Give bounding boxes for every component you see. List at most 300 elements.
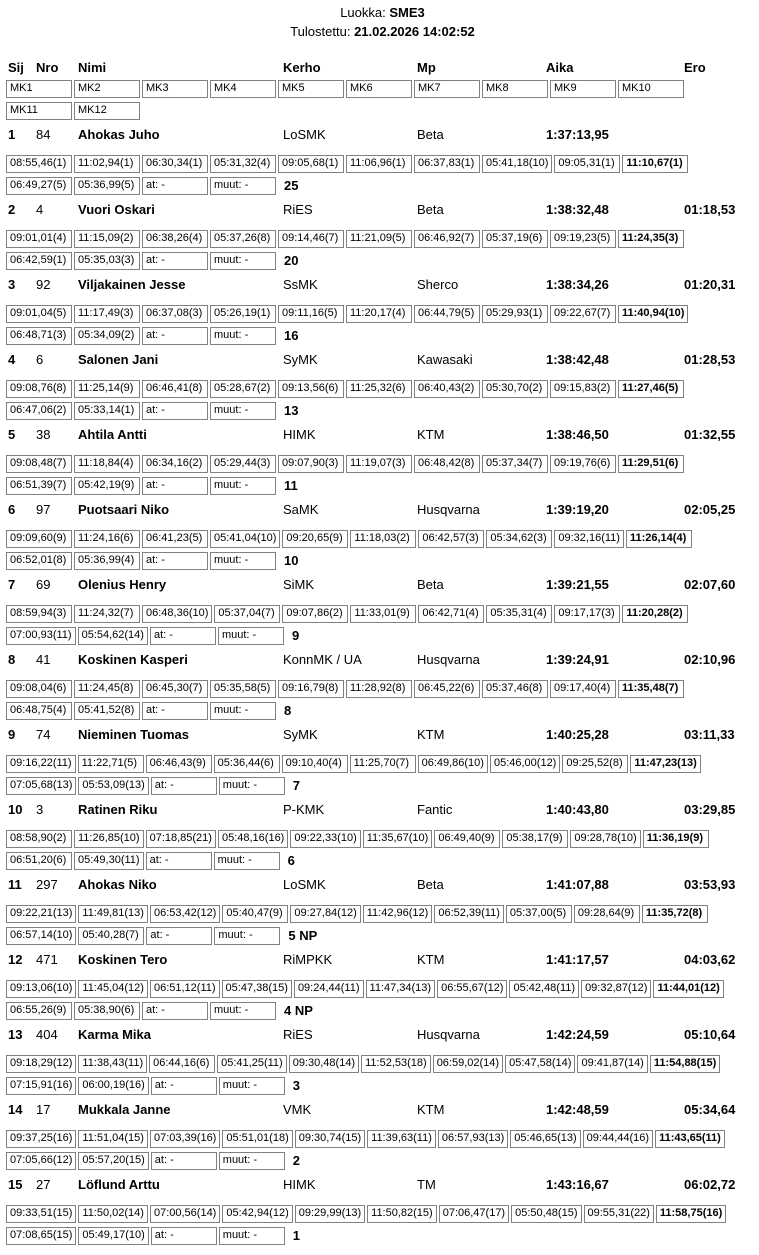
mk-time-box: 09:24,44(11) [294, 980, 364, 998]
rider-total-time: 1:38:46,50 [546, 427, 609, 442]
mk-time-box: 11:51,04(15) [78, 1130, 148, 1148]
rider-mk-times-row2 [6, 777, 759, 795]
muut-box: muut: - [210, 402, 276, 420]
rider-total-time: 1:38:32,48 [546, 202, 609, 217]
mk-time-box: 06:57,14(10) [6, 927, 76, 945]
mk-time-box: 11:15,09(2) [74, 230, 140, 248]
mk-header-box: MK4 [210, 80, 276, 98]
rider-mk-times-row1 [6, 1205, 759, 1223]
mk-time-box: 11:19,07(3) [346, 455, 412, 473]
rider-total-time: 1:39:21,55 [546, 577, 609, 592]
mk-time-box: 11:49,81(13) [78, 905, 148, 923]
rider-time-diff: 03:53,93 [684, 877, 736, 892]
rider-mk-times-row1 [6, 380, 759, 398]
mk-time-box: 07:05,66(12) [6, 1152, 76, 1170]
rider-bike-brand: Fantic [417, 802, 453, 817]
mk-time-box: 06:42,59(1) [6, 252, 72, 270]
rider-time-diff: 02:10,96 [684, 652, 736, 667]
mk-time-box: 11:43,65(11) [655, 1130, 725, 1148]
mk-header-box: MK10 [618, 80, 684, 98]
rider-mk-times-row2 [6, 552, 759, 570]
mk-time-box: 05:34,62(3) [486, 530, 552, 548]
rider-points: 7 [292, 778, 301, 793]
rider-time-diff: 04:03,62 [684, 952, 736, 967]
mk-time-box: 11:42,96(12) [363, 905, 433, 923]
rider-number: 297 [36, 877, 58, 892]
mk-header-box: MK6 [346, 80, 412, 98]
rider-block [6, 795, 759, 870]
rider-header-row [6, 877, 759, 893]
mk-time-box: 05:28,67(2) [210, 380, 276, 398]
rider-time-diff: 01:32,55 [684, 427, 736, 442]
mk-time-box: 06:44,16(6) [149, 1055, 215, 1073]
mk-time-box: 11:47,34(13) [366, 980, 436, 998]
mk-time-box: 11:24,35(3) [618, 230, 684, 248]
rider-mk-times-row1 [6, 1055, 759, 1073]
mk-time-box: 11:18,03(2) [350, 530, 416, 548]
rider-header-row [6, 652, 759, 668]
rider-name: Viljakainen Jesse [78, 277, 186, 292]
mk-time-box: 06:46,92(7) [414, 230, 480, 248]
rider-total-time: 1:40:25,28 [546, 727, 609, 742]
rider-mk-times-row2 [6, 852, 759, 870]
rider-time-diff: 02:05,25 [684, 502, 736, 517]
mk-time-box: 11:18,84(4) [74, 455, 140, 473]
mk-time-box: 09:01,01(4) [6, 230, 72, 248]
rider-points: 3 [292, 1078, 301, 1093]
mk-time-box: 09:01,04(5) [6, 305, 72, 323]
mk-time-box: 09:55,31(22) [584, 1205, 654, 1223]
rider-time-diff: 05:34,64 [684, 1102, 736, 1117]
rider-mk-times-row2 [6, 927, 759, 945]
rider-number: 69 [36, 577, 51, 592]
mk-header-box: MK3 [142, 80, 208, 98]
mk-time-box: 05:42,94(12) [222, 1205, 292, 1223]
rider-position: 8 [8, 652, 16, 667]
mk-time-box: 11:25,70(7) [350, 755, 416, 773]
mk-time-box: 05:38,17(9) [502, 830, 568, 848]
mk-time-box: 06:37,08(3) [142, 305, 208, 323]
rider-points: 4 NP [284, 1003, 313, 1018]
rider-name: Koskinen Kasperi [78, 652, 188, 667]
column-header-sij: Sij [8, 60, 24, 75]
mk-time-box: 08:55,46(1) [6, 155, 72, 173]
rider-block [6, 270, 759, 345]
mk-time-box: 09:08,48(7) [6, 455, 72, 473]
mk-time-box: 05:34,09(2) [74, 327, 140, 345]
mk-time-box: 11:35,72(8) [642, 905, 708, 923]
mk-time-box: 06:48,42(8) [414, 455, 480, 473]
rider-points: 5 NP [288, 928, 318, 943]
column-header-mp: Mp [417, 60, 436, 75]
mk-time-box: 06:37,83(1) [414, 155, 480, 173]
mk-header-box: MK1 [6, 80, 72, 98]
mk-time-box: 09:22,67(7) [550, 305, 616, 323]
mk-time-box: 07:06,47(17) [439, 1205, 509, 1223]
mk-time-box: 06:41,23(5) [142, 530, 208, 548]
mk-time-box: 06:51,39(7) [6, 477, 72, 495]
mk-time-box: 11:24,16(6) [74, 530, 140, 548]
mk-time-box: 06:52,01(8) [6, 552, 72, 570]
mk-time-box: 11:52,53(18) [361, 1055, 431, 1073]
mk-header-row2 [6, 102, 759, 120]
rider-mk-times-row1 [6, 905, 759, 923]
mk-time-box: 06:42,71(4) [418, 605, 484, 623]
mk-time-box: 11:39,63(11) [367, 1130, 436, 1148]
mk-time-box: 11:22,71(5) [78, 755, 144, 773]
mk-time-box: 05:50,48(15) [511, 1205, 581, 1223]
mk-time-box: 11:20,28(2) [622, 605, 688, 623]
muut-box: muut: - [214, 852, 280, 870]
mk-time-box: 11:33,01(9) [350, 605, 416, 623]
rider-total-time: 1:37:13,95 [546, 127, 609, 142]
at-box: at: - [150, 627, 216, 645]
rider-block [6, 1020, 759, 1095]
mk-time-box: 09:18,29(12) [6, 1055, 76, 1073]
rider-name: Ratinen Riku [78, 802, 158, 817]
mk-time-box: 11:45,04(12) [78, 980, 148, 998]
rider-points: 6 [287, 853, 295, 868]
mk-time-box: 05:36,99(5) [74, 177, 140, 195]
mk-time-box: 09:16,79(8) [278, 680, 344, 698]
mk-time-box: 05:35,58(5) [210, 680, 276, 698]
mk-time-box: 06:49,27(5) [6, 177, 72, 195]
rider-time-diff: 03:29,85 [684, 802, 736, 817]
mk-time-box: 05:38,90(6) [74, 1002, 140, 1020]
rider-club: SsMK [283, 277, 318, 292]
rider-name: Mukkala Janne [78, 1102, 171, 1117]
rider-header-row [6, 127, 759, 143]
mk-time-box: 09:32,16(11) [554, 530, 624, 548]
mk-time-box: 11:28,92(8) [346, 680, 412, 698]
rider-number: 17 [36, 1102, 51, 1117]
rider-club: SiMK [283, 577, 315, 592]
rider-name: Ahtila Antti [78, 427, 147, 442]
mk-time-box: 09:25,52(8) [562, 755, 628, 773]
at-box: at: - [142, 402, 208, 420]
rider-position: 14 [8, 1102, 23, 1117]
rider-mk-times-row2 [6, 252, 759, 270]
mk-time-box: 09:28,64(9) [574, 905, 640, 923]
rider-block [6, 195, 759, 270]
rider-block [6, 345, 759, 420]
rider-mk-times-row1 [6, 455, 759, 473]
mk-time-box: 09:30,48(14) [289, 1055, 359, 1073]
mk-time-box: 05:29,93(1) [482, 305, 548, 323]
at-box: at: - [142, 252, 208, 270]
mk-time-box: 06:34,16(2) [142, 455, 208, 473]
mk-time-box: 05:36,44(6) [214, 755, 280, 773]
at-box: at: - [151, 1077, 217, 1095]
mk-time-box: 09:28,78(10) [570, 830, 640, 848]
rider-time-diff: 01:20,31 [684, 277, 736, 292]
mk-time-box: 06:48,36(10) [142, 605, 212, 623]
mk-time-box: 09:20,65(9) [282, 530, 348, 548]
mk-time-box: 06:49,40(9) [434, 830, 500, 848]
muut-box: muut: - [210, 1002, 276, 1020]
rider-points: 8 [284, 703, 292, 718]
mk-time-box: 11:24,45(8) [74, 680, 140, 698]
rider-position: 2 [8, 202, 16, 217]
mk-header-box: MK2 [74, 80, 140, 98]
at-box: at: - [151, 777, 217, 795]
mk-time-box: 05:31,32(4) [210, 155, 276, 173]
rider-total-time: 1:42:24,59 [546, 1027, 609, 1042]
rider-time-diff: 02:07,60 [684, 577, 736, 592]
mk-time-box: 05:57,20(15) [78, 1152, 148, 1170]
mk-time-box: 11:35,67(10) [363, 830, 433, 848]
rider-time-diff: 01:28,53 [684, 352, 736, 367]
rider-points: 10 [284, 553, 299, 568]
rider-total-time: 1:38:42,48 [546, 352, 609, 367]
rider-club: HIMK [283, 1177, 316, 1192]
mk-time-box: 11:40,94(10) [618, 305, 688, 323]
mk-time-box: 11:27,46(5) [618, 380, 684, 398]
mk-time-box: 09:05,68(1) [278, 155, 344, 173]
rider-club: SyMK [283, 352, 318, 367]
rider-name: Salonen Jani [78, 352, 159, 367]
rider-header-row [6, 1027, 759, 1043]
mk-header-box: MK8 [482, 80, 548, 98]
rider-name: Puotsaari Niko [78, 502, 170, 517]
rider-bike-brand: Sherco [417, 277, 459, 292]
mk-time-box: 09:13,06(10) [6, 980, 76, 998]
mk-time-box: 06:55,26(9) [6, 1002, 72, 1020]
mk-time-box: 05:49,30(11) [74, 852, 144, 870]
rider-club: RiES [283, 1027, 313, 1042]
mk-time-box: 06:57,93(13) [438, 1130, 508, 1148]
mk-time-box: 05:42,19(9) [74, 477, 140, 495]
mk-time-box: 06:40,43(2) [414, 380, 480, 398]
rider-mk-times-row1 [6, 755, 759, 773]
mk-time-box: 09:44,44(16) [583, 1130, 653, 1148]
mk-time-box: 05:41,25(11) [217, 1055, 287, 1073]
mk-time-box: 08:58,90(2) [6, 830, 72, 848]
at-box: at: - [142, 552, 208, 570]
rider-block [6, 570, 759, 645]
at-box: at: - [142, 177, 208, 195]
mk-time-box: 11:58,75(16) [656, 1205, 726, 1223]
rider-total-time: 1:41:17,57 [546, 952, 609, 967]
rider-header-row [6, 427, 759, 443]
rider-time-diff: 03:11,33 [684, 727, 735, 742]
rider-name: Ahokas Niko [78, 877, 157, 892]
rider-name: Olenius Henry [78, 577, 167, 592]
mk-time-box: 06:47,06(2) [6, 402, 72, 420]
mk-time-box: 11:21,09(5) [346, 230, 412, 248]
mk-time-box: 06:38,26(4) [142, 230, 208, 248]
rider-mk-times-row2 [6, 477, 759, 495]
muut-box: muut: - [219, 777, 285, 795]
column-header-nimi: Nimi [78, 60, 107, 75]
rider-block [6, 645, 759, 720]
printed-label: Tulostettu: [290, 24, 351, 39]
mk-time-box: 09:08,04(6) [6, 680, 72, 698]
mk-time-box: 09:11,16(5) [278, 305, 344, 323]
rider-mk-times-row1 [6, 305, 759, 323]
mk-time-box: 11:47,23(13) [630, 755, 700, 773]
muut-box: muut: - [219, 1077, 285, 1095]
at-box: at: - [146, 852, 212, 870]
mk-time-box: 06:51,20(6) [6, 852, 72, 870]
mk-time-box: 06:55,67(12) [437, 980, 507, 998]
at-box: at: - [151, 1152, 217, 1170]
mk-time-box: 06:30,34(1) [142, 155, 208, 173]
mk-header-box: MK5 [278, 80, 344, 98]
rider-header-row [6, 1102, 759, 1118]
mk-time-box: 05:37,19(6) [482, 230, 548, 248]
rider-bike-brand: Beta [417, 877, 444, 892]
muut-box: muut: - [210, 477, 276, 495]
rider-header-row [6, 202, 759, 218]
mk-time-box: 11:38,43(11) [78, 1055, 147, 1073]
rider-number: 27 [36, 1177, 51, 1192]
mk-time-box: 06:42,57(3) [418, 530, 484, 548]
rider-club: P-KMK [283, 802, 325, 817]
mk-time-box: 07:00,93(11) [6, 627, 76, 645]
mk-time-box: 06:45,22(6) [414, 680, 480, 698]
mk-time-box: 05:41,52(8) [74, 702, 140, 720]
mk-time-box: 09:09,60(9) [6, 530, 72, 548]
mk-time-box: 06:53,42(12) [150, 905, 220, 923]
mk-time-box: 09:27,84(12) [290, 905, 360, 923]
mk-time-box: 05:33,14(1) [74, 402, 140, 420]
printed-title-line [6, 24, 759, 40]
mk-time-box: 11:36,19(9) [643, 830, 709, 848]
rider-position: 1 [8, 127, 16, 142]
rider-block [6, 120, 759, 195]
mk-time-box: 05:46,00(12) [490, 755, 560, 773]
mk-header-row1 [6, 80, 759, 98]
rider-mk-times-row2 [6, 177, 759, 195]
muut-box: muut: - [219, 1152, 285, 1170]
rider-header-row [6, 352, 759, 368]
muut-box: muut: - [219, 1227, 285, 1245]
mk-time-box: 09:22,21(13) [6, 905, 76, 923]
muut-box: muut: - [218, 627, 284, 645]
rider-bike-brand: Beta [417, 577, 444, 592]
mk-time-box: 06:00,19(16) [78, 1077, 148, 1095]
rider-bike-brand: Husqvarna [417, 1027, 480, 1042]
mk-time-box: 05:36,99(4) [74, 552, 140, 570]
rider-number: 74 [36, 727, 51, 742]
rider-number: 41 [36, 652, 51, 667]
printed-value: 21.02.2026 14:02:52 [354, 24, 475, 39]
at-box: at: - [142, 327, 208, 345]
rider-header-row [6, 727, 759, 743]
rider-points: 9 [291, 628, 300, 643]
rider-points: 13 [284, 403, 299, 418]
class-title-line [6, 5, 759, 21]
rider-mk-times-row2 [6, 1152, 759, 1170]
rider-position: 3 [8, 277, 16, 292]
rider-number: 84 [36, 127, 51, 142]
rider-number: 97 [36, 502, 51, 517]
rider-position: 5 [8, 427, 16, 442]
rider-number: 404 [36, 1027, 58, 1042]
mk-time-box: 05:42,48(11) [509, 980, 579, 998]
rider-header-row [6, 502, 759, 518]
rider-mk-times-row1 [6, 980, 759, 998]
rider-points: 11 [284, 478, 298, 493]
rider-club: SyMK [283, 727, 318, 742]
rider-position: 12 [8, 952, 23, 967]
mk-time-box: 09:05,31(1) [554, 155, 620, 173]
rider-total-time: 1:39:19,20 [546, 502, 609, 517]
mk-time-box: 11:54,88(15) [650, 1055, 720, 1073]
rider-header-row [6, 277, 759, 293]
mk-time-box: 11:50,02(14) [78, 1205, 148, 1223]
mk-time-box: 05:48,16(16) [218, 830, 288, 848]
mk-time-box: 11:17,49(3) [74, 305, 140, 323]
rider-club: HIMK [283, 427, 316, 442]
mk-time-box: 07:18,85(21) [146, 830, 216, 848]
at-box: at: - [146, 927, 212, 945]
mk-time-box: 05:35,31(4) [486, 605, 552, 623]
mk-time-box: 09:15,83(2) [550, 380, 616, 398]
rider-mk-times-row2 [6, 1077, 759, 1095]
rider-bike-brand: TM [417, 1177, 436, 1192]
muut-box: muut: - [210, 177, 276, 195]
rider-position: 11 [8, 877, 22, 892]
rider-position: 10 [8, 802, 23, 817]
rider-number: 471 [36, 952, 58, 967]
mk-time-box: 06:45,30(7) [142, 680, 208, 698]
mk-time-box: 07:15,91(16) [6, 1077, 76, 1095]
mk-time-box: 05:26,19(1) [210, 305, 276, 323]
rider-mk-times-row1 [6, 605, 759, 623]
mk-time-box: 05:37,04(7) [214, 605, 280, 623]
rider-time-diff: 06:02,72 [684, 1177, 736, 1192]
rider-position: 15 [8, 1177, 23, 1192]
mk-time-box: 11:50,82(15) [367, 1205, 437, 1223]
rider-mk-times-row1 [6, 680, 759, 698]
mk-time-box: 09:33,51(15) [6, 1205, 76, 1223]
mk-time-box: 09:30,74(15) [295, 1130, 365, 1148]
rider-name: Nieminen Tuomas [78, 727, 190, 742]
rider-total-time: 1:42:48,59 [546, 1102, 609, 1117]
rider-club: RiES [283, 202, 313, 217]
mk-time-box: 05:30,70(2) [482, 380, 548, 398]
rider-total-time: 1:39:24,91 [546, 652, 609, 667]
mk-time-box: 11:02,94(1) [74, 155, 140, 173]
mk-time-box: 11:10,67(1) [622, 155, 688, 173]
mk-time-box: 07:05,68(13) [6, 777, 76, 795]
mk-time-box: 05:51,01(18) [222, 1130, 292, 1148]
mk-time-box: 09:29,99(13) [295, 1205, 365, 1223]
mk-time-box: 09:16,22(11) [6, 755, 76, 773]
rider-bike-brand: KTM [417, 427, 445, 442]
muut-box: muut: - [214, 927, 280, 945]
rider-mk-times-row2 [6, 627, 759, 645]
rider-number: 92 [36, 277, 51, 292]
mk-header-box: MK12 [74, 102, 140, 120]
mk-header-box: MK9 [550, 80, 616, 98]
mk-time-box: 06:48,71(3) [6, 327, 72, 345]
rider-mk-times-row2 [6, 702, 759, 720]
rider-points: 16 [284, 328, 299, 343]
rider-block [6, 420, 759, 495]
mk-time-box: 06:46,43(9) [146, 755, 212, 773]
rider-bike-brand: Husqvarna [417, 652, 480, 667]
rider-name: Vuori Oskari [78, 202, 155, 217]
mk-time-box: 09:10,40(4) [282, 755, 348, 773]
mk-time-box: 05:47,58(14) [505, 1055, 575, 1073]
mk-time-box: 05:37,34(7) [482, 455, 548, 473]
mk-header [6, 80, 759, 120]
mk-time-box: 05:54,62(14) [78, 627, 148, 645]
mk-time-box: 11:24,32(7) [74, 605, 140, 623]
